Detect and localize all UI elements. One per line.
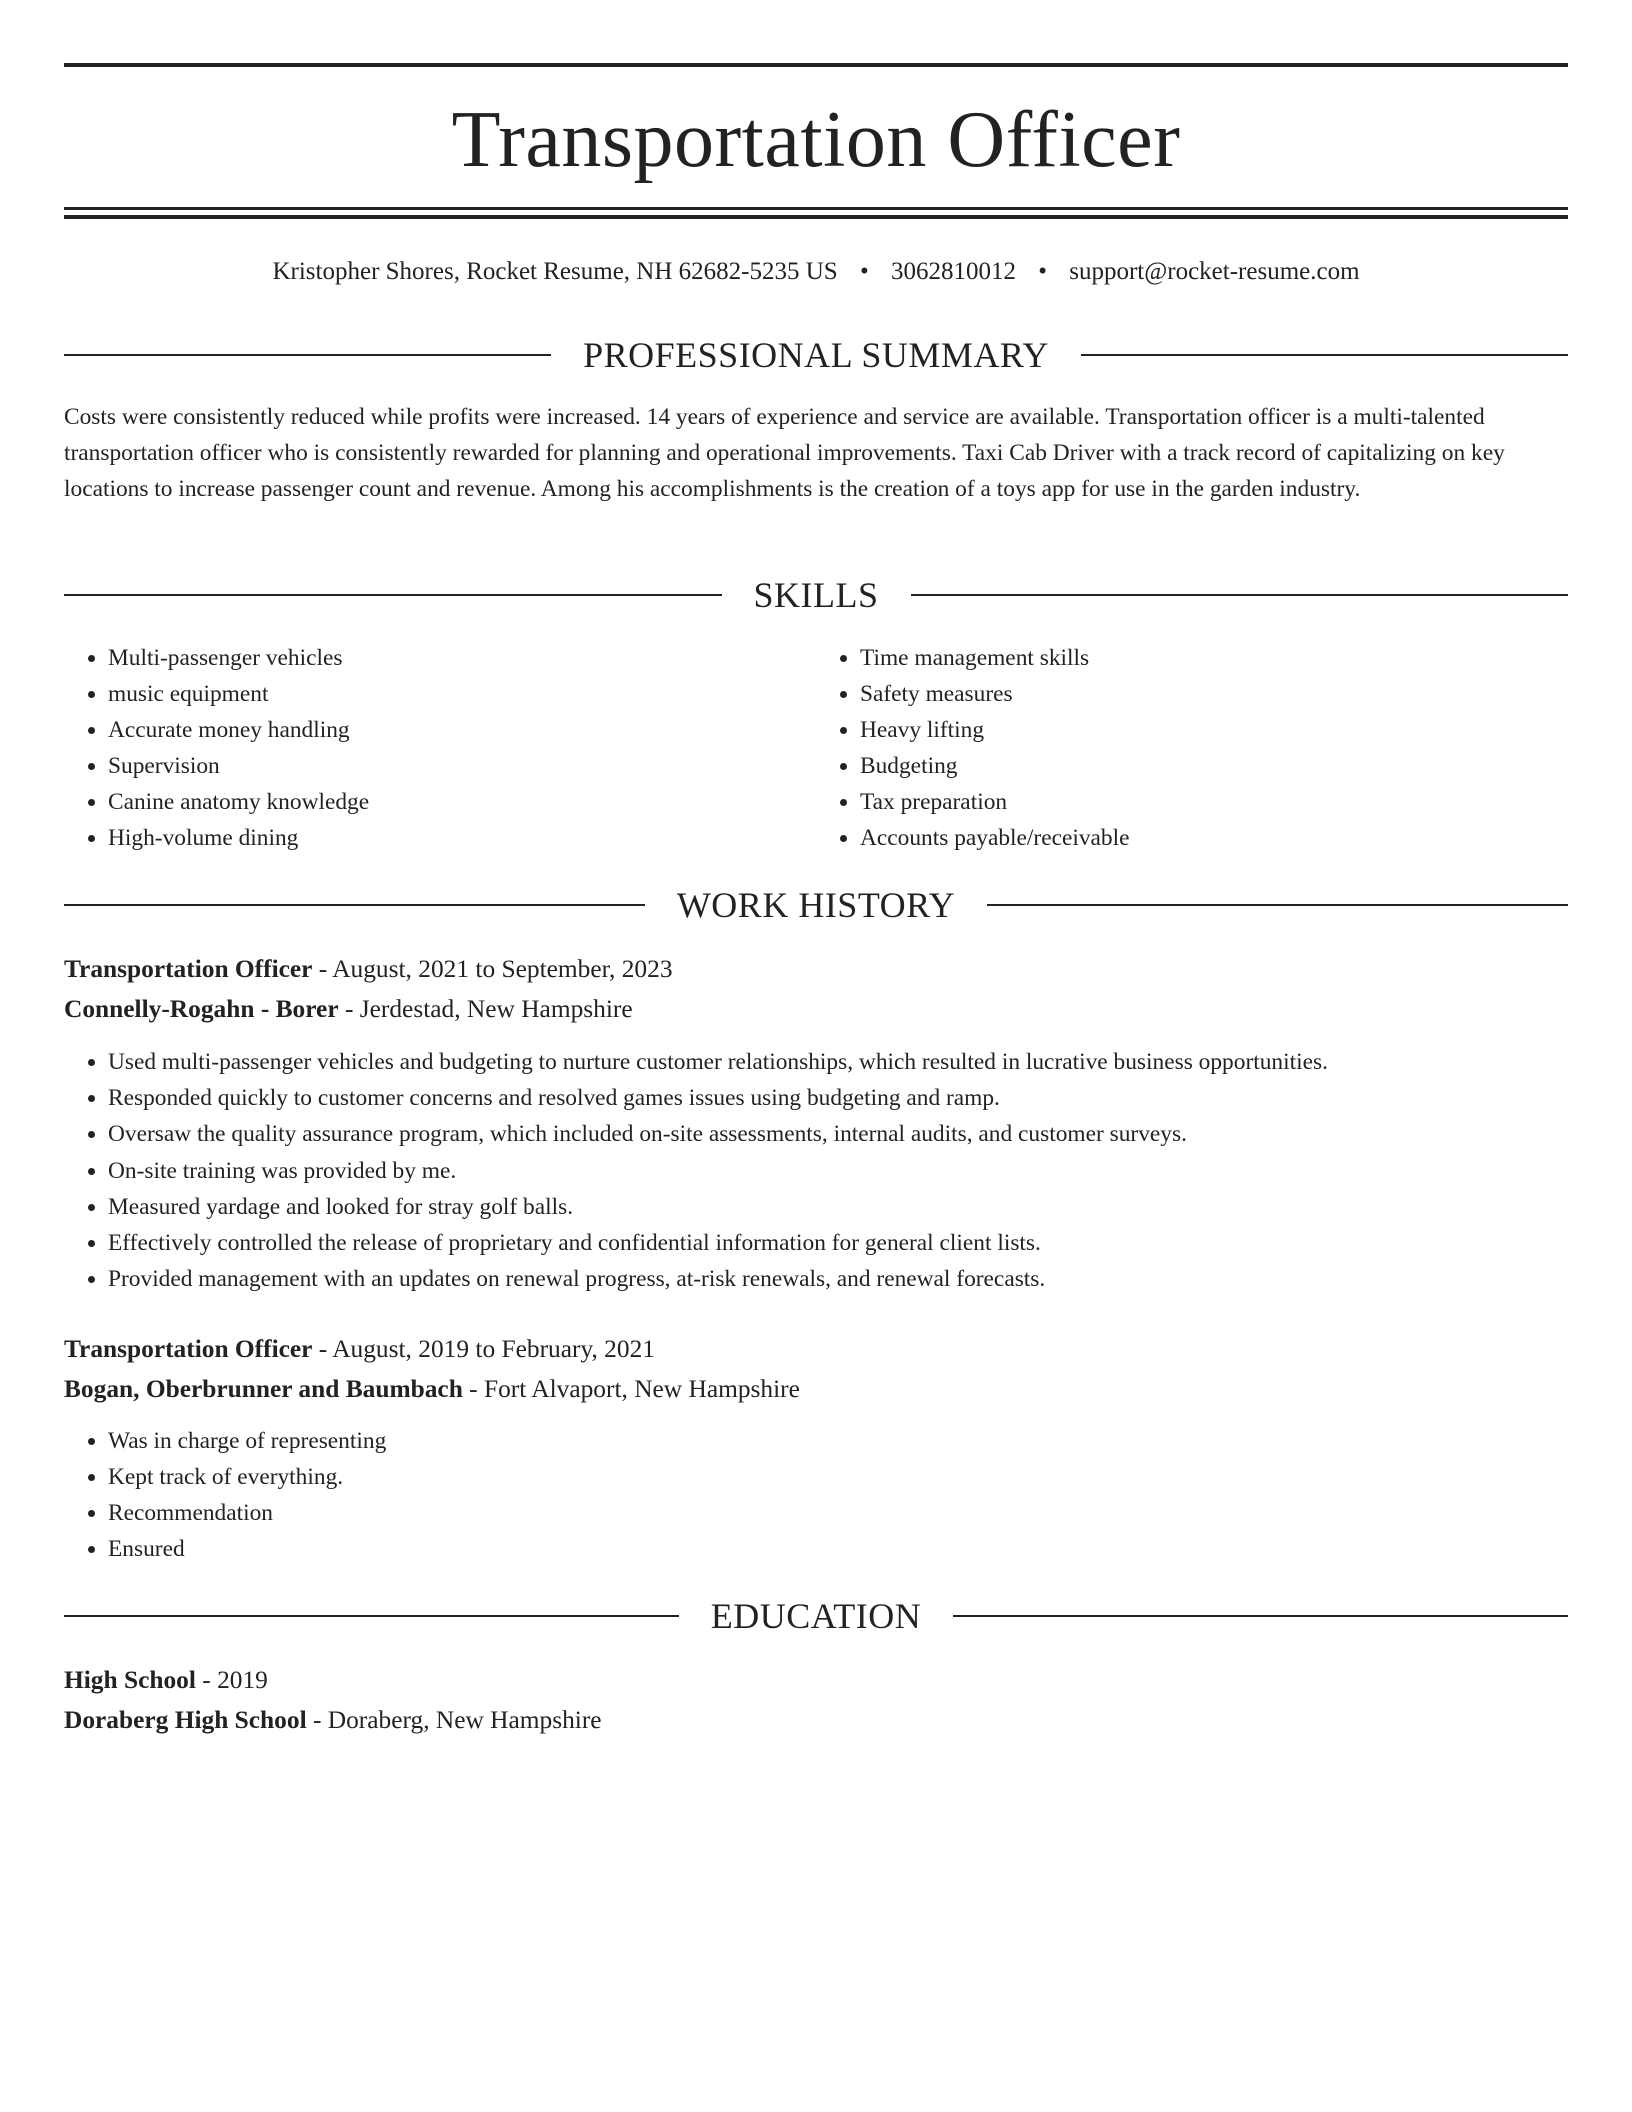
education-degree: High School [64, 1666, 196, 1694]
title-rule-upper [64, 207, 1568, 210]
work-heading-label: WORK HISTORY [676, 885, 956, 925]
summary-heading [64, 333, 1568, 377]
job-dates: - August, 2019 to February, 2021 [312, 1335, 655, 1363]
skill-item: • Safety measures [860, 676, 1568, 712]
contact-phone: 3062810012 [890, 258, 1016, 285]
resume-title: Transportation Officer [451, 96, 1181, 184]
contact-line [64, 255, 1568, 289]
skill-item: • High-volume dining [108, 820, 816, 856]
work-heading [64, 883, 1568, 927]
skills-column-right [816, 640, 1568, 856]
top-rule [64, 63, 1568, 67]
heading-rule-left [64, 354, 551, 356]
skill-item: • music equipment [108, 676, 816, 712]
job-company-line [64, 989, 1568, 1029]
job-title-line [64, 1329, 1568, 1369]
heading-rule-right [911, 594, 1569, 596]
skill-item: • Multi-passenger vehicles [108, 640, 816, 676]
contact-separator: • [859, 258, 869, 285]
skill-item: • Supervision [108, 748, 816, 784]
summary-heading-label: PROFESSIONAL SUMMARY [583, 335, 1049, 375]
job-duty-item: • Was in charge of representing [108, 1423, 1568, 1459]
heading-rule-right [987, 904, 1568, 906]
heading-rule-right [953, 1615, 1568, 1617]
job-title-line [64, 949, 1568, 989]
job-company-line [64, 1369, 1568, 1409]
education-location: - Doraberg, New Hampshire [306, 1706, 602, 1734]
skill-item: • Tax preparation [860, 784, 1568, 820]
job-duty-item: • Oversaw the quality assurance program, which included on-site assessments, internal audits, and customer surveys. [108, 1116, 1568, 1152]
education-year: - 2019 [195, 1666, 268, 1694]
skill-item: • Heavy lifting [860, 712, 1568, 748]
job-location: - Jerdestad, New Hampshire [338, 995, 633, 1023]
skills-list [64, 640, 1568, 856]
job-location: - Fort Alvaport, New Hampshire [462, 1375, 800, 1403]
skill-item: • Budgeting [860, 748, 1568, 784]
job-company: Connelly-Rogahn - Borer [64, 995, 339, 1023]
job-duty-item: • Ensured [108, 1531, 1568, 1567]
contact-address: Kristopher Shores, Rocket Resume, NH 62682-5235 US [272, 258, 838, 285]
skill-item: • Accounts payable/receivable [860, 820, 1568, 856]
title-rule-lower [64, 215, 1568, 219]
skills-heading [64, 573, 1568, 617]
job-duty-item: • Responded quickly to customer concerns and resolved games issues using budgeting and ramp. [108, 1080, 1568, 1116]
education-school: Doraberg High School [64, 1706, 307, 1734]
education-school-line [64, 1700, 1568, 1740]
job-title: Transportation Officer [64, 955, 313, 983]
job-duty-item: • Effectively controlled the release of proprietary and confidential information for general client lists. [108, 1225, 1568, 1261]
education-degree-line [64, 1660, 1568, 1700]
skills-column-left [64, 640, 816, 856]
job-duties [64, 1044, 1568, 1297]
skill-item: • Accurate money handling [108, 712, 816, 748]
skill-item: • Time management skills [860, 640, 1568, 676]
job-duty-item: • Recommendation [108, 1495, 1568, 1531]
job-title: Transportation Officer [64, 1335, 313, 1363]
contact-email: support@rocket-resume.com [1069, 258, 1360, 285]
heading-rule-right [1081, 354, 1568, 356]
heading-rule-left [64, 904, 645, 906]
job-duty-item: • On-site training was provided by me. [108, 1153, 1568, 1189]
job-duty-item: • Kept track of everything. [108, 1459, 1568, 1495]
job-duties [64, 1423, 1568, 1567]
job-duty-item: • Provided management with an updates on renewal progress, at-risk renewals, and renewal forecasts. [108, 1261, 1568, 1297]
heading-rule-left [64, 1615, 679, 1617]
skill-item: • Canine anatomy knowledge [108, 784, 816, 820]
summary-text: Costs were consistently reduced while profits were increased. 14 years of experience and service are available. Transportation officer is a multi-talented transportation officer who is consistently rewarded for planning and operational improvements. Taxi Cab Driver with a track record of capitalizing on key locations to increase passenger count and revenue. Among his accomplishments is the creation of a toys app for use in the garden industry. [64, 404, 1505, 502]
skills-heading-label: SKILLS [753, 575, 879, 615]
job-duty-item: • Used multi-passenger vehicles and budgeting to nurture customer relationships, which resulted in lucrative business opportunities. [108, 1044, 1568, 1080]
heading-rule-left [64, 594, 722, 596]
education-heading [64, 1594, 1568, 1638]
education-heading-label: EDUCATION [710, 1596, 922, 1636]
contact-separator: • [1038, 258, 1047, 285]
job-dates: - August, 2021 to September, 2023 [312, 955, 673, 983]
job-company: Bogan, Oberbrunner and Baumbach [64, 1375, 463, 1403]
job-duty-item: • Measured yardage and looked for stray golf balls. [108, 1189, 1568, 1225]
